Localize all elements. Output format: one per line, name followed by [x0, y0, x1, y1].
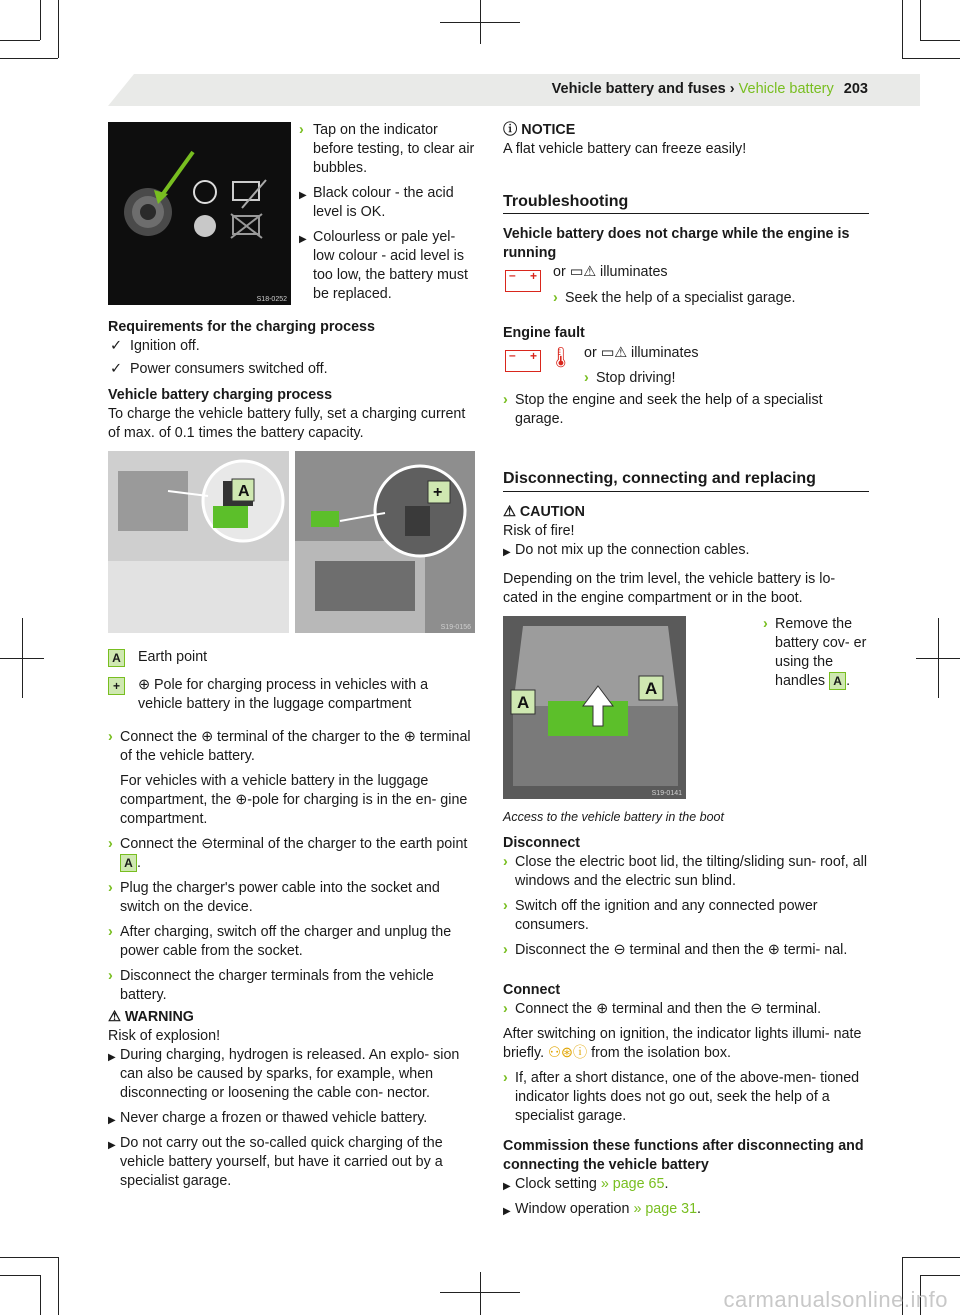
divider	[503, 213, 869, 214]
warning-title: WARNING	[124, 1009, 194, 1025]
list-item: ▶ During charging, hydrogen is released. An explo- sion can also be caused by sparks, for example, when disconnecting or loosening the cable con- nector.	[108, 1047, 460, 1101]
requirements	[108, 318, 470, 379]
troubleshooting-heading: Troubleshooting	[503, 193, 629, 210]
engine-photo-left	[108, 451, 289, 633]
list-item: ▶ Do not mix up the connection cables.	[503, 542, 750, 558]
commission: Commission these functions after disconnecting and connecting the vehicle battery ▶ Clock setting » page 65. ▶ Window operation » page 31.	[503, 1137, 869, 1219]
legend-item-plus: + ⊕ Pole for charging process in vehicles with a vehicle battery in the luggage compartment	[108, 676, 470, 714]
requirements-title: Requirements for the charging process	[108, 319, 375, 335]
badge-a: A	[108, 649, 125, 667]
legend-item-a: A Earth point	[108, 648, 470, 667]
trouble-sub2: Engine fault	[503, 325, 585, 341]
figure-code: S19-0141	[651, 790, 682, 797]
boot-photo	[503, 616, 686, 799]
list-item: ✓ Ignition off.	[110, 338, 200, 354]
battery-icon: – +	[505, 350, 541, 372]
connect-after: After switching on ignition, the indicator lights illumi- nate briefly. ⚇⊛ⓘ from the isolation box.	[503, 1026, 862, 1061]
list-item: › Plug the charger's power cable into the socket and switch on the device.	[108, 880, 440, 915]
warning-icon: ⚠	[108, 1009, 121, 1025]
watermark: carmanualsonline.info	[723, 1287, 948, 1312]
list-item: › Close the electric boot lid, the tilting/sliding sun- roof, all windows and the electric sun blind.	[503, 854, 868, 889]
list-item: ▶ Do not carry out the so-called quick charging of the vehicle battery yourself, but have it carried out by a specialist garage.	[108, 1135, 443, 1189]
badge-plus: +	[108, 677, 125, 695]
list-item: For vehicles with a vehicle battery in the luggage compartment, the ⊕-pole for charging is in the en- gine compartment.	[120, 773, 468, 827]
notice-text: A flat vehicle battery can freeze easily!	[503, 141, 747, 157]
list-item: ▶ Black colour - the acid level is OK.	[299, 185, 454, 220]
list-item: ▶ Never charge a frozen or thawed vehicle battery.	[108, 1110, 428, 1126]
list-item: › Disconnect the ⊖ terminal and then the ⊕ termi- nal.	[503, 942, 848, 958]
caution-box: ⚠ CAUTION Risk of fire! ▶ Do not mix up the connection cables.	[503, 503, 869, 560]
list-item: ▶ Window operation » page 31.	[503, 1201, 702, 1217]
indicator-steps	[299, 121, 479, 304]
page-number: 203	[843, 81, 868, 97]
list-item: ▶ Colourless or pale yel- low colour - acid level is too low, the battery must be replaced.	[299, 229, 468, 302]
list-item: ✓ Power consumers switched off.	[110, 361, 328, 377]
notice-title: NOTICE	[521, 122, 576, 138]
remove-step: › Remove the battery cov- er using the handles A .	[763, 616, 867, 689]
badge-a: A	[829, 672, 846, 690]
check-icon: ✓	[110, 361, 122, 377]
charging-steps	[108, 728, 474, 1005]
trouble-sub1: Vehicle battery does not charge while the engine is running	[503, 226, 850, 261]
running-header	[552, 81, 868, 97]
label-a: A	[238, 483, 250, 500]
label-plus: +	[433, 484, 443, 501]
engine-warning-icon: ▭⚠	[600, 345, 628, 361]
battery-warning-icon: ▭⚠	[569, 264, 597, 280]
list-item: › After charging, switch off the charger and unplug the power cable from the socket.	[108, 924, 452, 959]
label-a: A	[645, 679, 658, 698]
label-a: A	[517, 693, 530, 712]
engine-photo-right	[295, 451, 475, 633]
trouble-step1: › Seek the help of a specialist garage.	[553, 290, 796, 306]
list-item: › Connect the ⊕ terminal of the charger to the ⊕ terminal of the vehicle battery.	[108, 729, 471, 764]
coolant-icon: 🌡	[548, 347, 574, 369]
figure-caption: Access to the vehicle battery in the boot	[503, 810, 724, 824]
battery-icon: – +	[505, 270, 541, 292]
list-item: › Connect the ⊖terminal of the charger to the earth point A .	[108, 836, 468, 871]
charging-title: Vehicle battery charging process	[108, 387, 333, 403]
caution-icon: ⚠	[503, 504, 516, 520]
disconnect-heading: Disconnecting, connecting and replacing	[503, 470, 816, 487]
page-link[interactable]: » page 65	[600, 1176, 665, 1192]
notice-box	[503, 121, 869, 159]
page-link[interactable]: » page 31	[633, 1201, 698, 1217]
trouble-step3: › Stop the engine and seek the help of a specialist garage.	[503, 392, 823, 427]
list-item: › Connect the ⊕ terminal and then the ⊖ terminal.	[503, 1001, 822, 1017]
airbag-warning-icon: ⚇⊛ⓘ	[548, 1045, 588, 1061]
list-item: › Tap on the indicator before testing, to clear air bubbles.	[299, 122, 475, 176]
trouble-step2: › Stop driving!	[584, 370, 676, 386]
badge-a: A	[120, 854, 137, 872]
trouble-line1: or ▭⚠ illuminates	[553, 264, 668, 280]
figure-code: S19-0156	[440, 624, 471, 631]
figure-legend	[108, 648, 470, 714]
trouble-line2: or ▭⚠ illuminates	[584, 345, 699, 361]
warning-box	[108, 1008, 474, 1191]
indicator-illustration	[108, 122, 291, 305]
list-item: › Switch off the ignition and any connected power consumers.	[503, 898, 818, 933]
charging-process	[108, 386, 470, 443]
list-item: › If, after a short distance, one of the above-men- tioned indicator lights does not go out, seek the help of a specialist garage.	[503, 1070, 860, 1124]
divider	[503, 491, 869, 492]
disconnect-list: Disconnect › Close the electric boot lid, the tilting/sliding sun- roof, all windows and the electric sun blind. › Switch off the ignition and any connected power consumers. › Disconnect the ⊖ terminal and then the ⊕ termi- nal.	[503, 835, 868, 958]
notice-icon: ⓘ	[503, 122, 518, 138]
disconnect-intro: Depending on the trim level, the vehicle battery is lo- cated in the engine compartment or in the boot.	[503, 571, 836, 606]
check-icon: ✓	[110, 338, 122, 354]
chapter-title: Vehicle battery and fuses ›	[551, 81, 735, 97]
figure-code: S18-0252	[256, 296, 287, 303]
list-item: ▶ Clock setting » page 65.	[503, 1176, 669, 1192]
section-link[interactable]: Vehicle battery	[738, 81, 834, 97]
connect-list: Connect › Connect the ⊕ terminal and then the ⊖ terminal. After switching on ignition, the indicator lights illumi- nate briefly. ⚇⊛ⓘ from the isolation box. › If, after a short distance, one of the above-men- tioned indicator lights does not go out, seek the help of a specialist garage.	[503, 981, 869, 1126]
list-item: › Disconnect the charger terminals from the vehicle battery.	[108, 968, 434, 1003]
charging-text: To charge the vehicle battery fully, set a charging current of max. of 0.1 times the battery capacity.	[108, 406, 466, 441]
warning-subtitle: Risk of explosion!	[108, 1028, 221, 1044]
indicator-figure	[108, 122, 291, 305]
